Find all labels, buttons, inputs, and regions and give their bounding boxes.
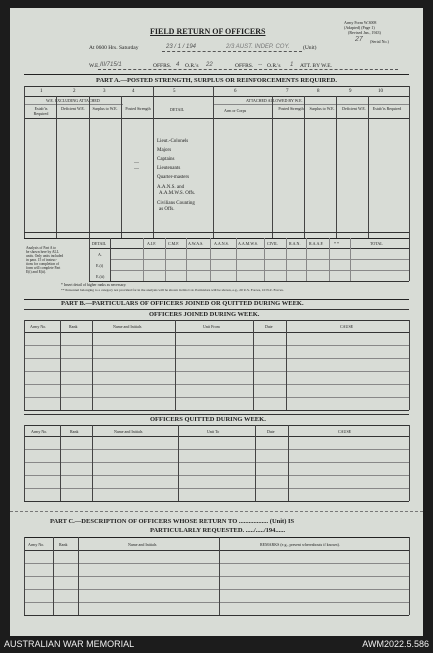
serial-value: 27 [355, 36, 363, 43]
joined-col-header: Name and Initials [113, 324, 142, 329]
rank-label: as Offs. [159, 207, 175, 212]
analysis-row-label: E.(i) [96, 263, 104, 268]
analysis-header: R.A.N. [289, 241, 301, 246]
analysis-header: CIVIL [267, 241, 278, 246]
analysis-header: TOTAL [370, 241, 383, 246]
analysis-header: * * [334, 241, 339, 246]
analysis-note: tions for completion of [26, 262, 60, 266]
analysis-note: in para. 15 of instruc- [26, 258, 58, 262]
quitted-col-header: Date [267, 429, 275, 434]
analysis-row-label: A. [98, 252, 102, 257]
rank-label: Majors [157, 148, 172, 153]
part-c-heading: PART C.—DESCRIPTION OF OFFICERS WHOSE RETURN TO .................. (Unit) IS [50, 518, 295, 525]
we-value: III/715/1 [100, 62, 122, 68]
detail-header: DETAIL [170, 107, 185, 112]
form-page [10, 8, 423, 636]
col-number: 9 [349, 89, 352, 94]
joined-col-header: Army No. [30, 324, 47, 329]
offrs-value: 4 [176, 62, 180, 68]
rank-label: A.A.N.S. and [157, 185, 185, 190]
joined-col-header: Unit From [203, 324, 220, 329]
archive-footer [0, 636, 433, 653]
rank-label: Captains [157, 157, 175, 162]
part-c-col-header: Rank [59, 542, 68, 547]
rank-label: Civilians Counting [157, 201, 195, 206]
revised-note: (Revised Jan., 1943) [348, 30, 381, 35]
rank-label: Quarter-masters [157, 175, 190, 180]
ors-value: 22 [206, 62, 213, 68]
unit-value: 2/3 AUST. INDEP. COY. [226, 44, 290, 50]
rank-label: A.A.M.W.S. Offs. [159, 191, 196, 196]
analysis-row-label: E.(ii) [96, 274, 105, 279]
att-offrs-label: OFFRS. [235, 63, 254, 69]
posted-lieutenants-value: — [134, 166, 139, 172]
date-value: 23 / 1 / 194 [166, 44, 197, 50]
quitted-col-header: Army No. [31, 429, 48, 434]
analysis-header: A.A.M.W.S. [238, 241, 258, 246]
form-title: FIELD RETURN OF OFFICERS [150, 27, 266, 36]
unit-label: (Unit) [303, 45, 317, 51]
analysis-header: A.A.N.S. [214, 241, 229, 246]
att-ors-value: 1 [290, 62, 294, 68]
serial-label: (Serial No.) [370, 39, 389, 44]
att-offrs-value: -- [258, 62, 262, 68]
col-number: 6 [234, 89, 237, 94]
ors-label: O.R.'s [185, 63, 199, 69]
part-c-col-header: Name and Initials [128, 542, 157, 547]
joined-title: OFFICERS JOINED DURING WEEK. [149, 311, 260, 318]
archive-name: AUSTRALIAN WAR MEMORIAL [4, 639, 135, 649]
we-excluding-header: W.E. EXCLUDING ATTACHED [46, 98, 100, 103]
part-c-col-header: Army No. [28, 542, 45, 547]
analysis-note: E(i) and E(ii). [26, 270, 47, 274]
att-by-we-label: ATT. BY W.E. [300, 63, 332, 69]
joined-col-header: CAUSE [340, 324, 354, 329]
part-b-heading: PART B.—PARTICULARS OF OFFICERS JOINED OR QUITTED DURING WEEK. [61, 300, 304, 307]
adapted-note: (Adapted) (Page 1) [344, 25, 375, 30]
analysis-header: R.A.A.F. [309, 241, 324, 246]
att-ors-label: O.R.'s [267, 63, 281, 69]
col-header: Estab’ts Required [372, 106, 402, 111]
posted-captains-value: — [134, 160, 139, 166]
analysis-note: Analysis of Part A to [26, 246, 56, 250]
army-form-number: Army Form W.3008 [344, 20, 377, 25]
offrs-label: OFFRS. [153, 63, 172, 69]
col-header: Posted Strength [278, 106, 304, 111]
col-number: 4 [132, 89, 135, 94]
col-header: Surplus to W.E. [309, 106, 335, 111]
we-label: W.E. [89, 63, 100, 69]
col-number: 7 [286, 89, 289, 94]
joined-col-header: Date [265, 324, 273, 329]
joined-col-header: Rank [69, 324, 78, 329]
col-number: 10 [378, 89, 383, 94]
col-header: Deficient W.E. [342, 106, 366, 111]
col-header: Deficient W.E. [61, 106, 85, 111]
attached-allowed-header: ATTACHED ALLOWED BY W.E. [246, 98, 303, 103]
analysis-note: be shown here by ALL [26, 250, 59, 254]
col-header: Posted Strength [125, 106, 151, 111]
analysis-header: C.M.F. [168, 241, 180, 246]
quitted-title: OFFICERS QUITTED DURING WEEK. [150, 416, 266, 423]
part-a-heading: PART A.—POSTED STRENGTH, SURPLUS OR REINFORCEMENTS REQUIRED. [96, 77, 337, 84]
col-number: 1 [40, 89, 43, 94]
analysis-header: DETAIL [92, 241, 107, 246]
quitted-col-header: Name and Initials [114, 429, 143, 434]
analysis-header: A.W.A.S. [188, 241, 204, 246]
rank-label: Lieutenants [157, 166, 181, 171]
col-number: 5 [173, 89, 176, 94]
footnote-category: ** Personnel belonging to a category not provided for in the analysis will be shown in this Col. Particulars will be shown, e.g., 20 U.S. Forces, 10 N.Z. Forces. [61, 288, 284, 292]
col-number: 3 [103, 89, 106, 94]
time-label: At 0600 Hrs. Saturday [89, 45, 139, 51]
analysis-header: A.I.F. [147, 241, 157, 246]
col-header: Surplus to W.E. [92, 106, 118, 111]
archive-accession-number: AWM2022.5.586 [362, 639, 429, 649]
analysis-note: form will complete Part [26, 266, 61, 270]
col-number: 8 [317, 89, 320, 94]
rank-label: Lieut.-Colonels [157, 139, 189, 144]
col-number: 2 [73, 89, 76, 94]
col-header: Arm or Corps [224, 108, 247, 113]
part-c-requested: PARTICULARLY REQUESTED. ...../...../194...... [150, 527, 286, 534]
quitted-col-header: Rank [70, 429, 79, 434]
footnote-ranks: * Insert detail of higher ranks as necessary. [61, 283, 127, 287]
quitted-col-header: Unit To [207, 429, 220, 434]
quitted-col-header: CAUSE [338, 429, 352, 434]
analysis-note: units. Only units included [26, 254, 64, 258]
col-header: Estab’ts Required [33, 106, 49, 116]
part-c-col-header: REMARKS (e.g., present whereabouts if known). [260, 542, 340, 547]
